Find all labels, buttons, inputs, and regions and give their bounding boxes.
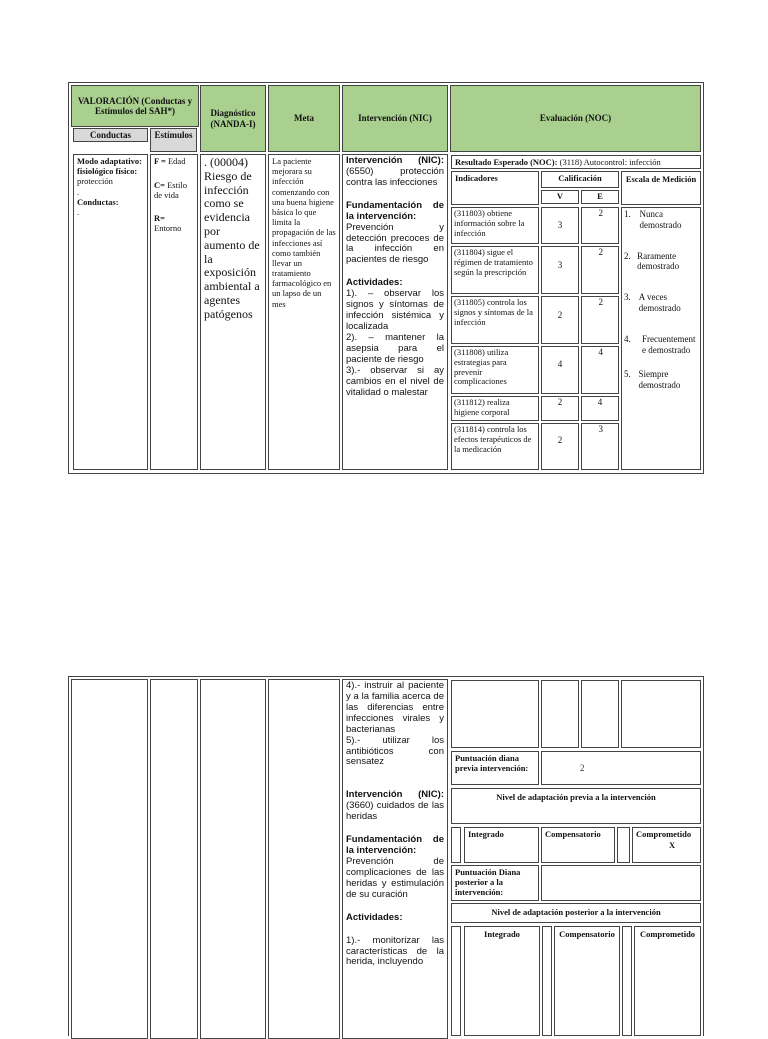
e-value: 3	[598, 424, 603, 434]
e-cell-3	[581, 296, 619, 344]
indicador-text: (311803) obtiene información sobre la infección	[454, 208, 525, 238]
indicador-text: (311804) sigue el régimen de tratamiento según la prescripción	[454, 247, 533, 277]
v-header-text: V	[556, 191, 564, 201]
v-cell-4	[541, 346, 579, 394]
f-label: F =	[154, 156, 166, 166]
escala-header	[621, 171, 701, 205]
e-cell-4	[581, 346, 619, 394]
indicador-text: (311812) realiza higiene corporal	[454, 397, 510, 417]
escala-item-2	[624, 251, 698, 273]
v-value: 4	[557, 359, 563, 369]
resultado-label: Resultado Esperado (NOC):	[455, 157, 558, 167]
actividad-2: 2). – mantener la asepsia para el paciente de riesgo	[346, 331, 444, 365]
puntuacion-previa-value-text: 2	[580, 763, 585, 773]
t2-meta-cell	[268, 679, 340, 1039]
estimulos-header	[150, 128, 197, 152]
c-label: C=	[154, 180, 165, 191]
indicadores-header-text: Indicadores	[455, 173, 498, 183]
v-cell-6	[541, 423, 579, 470]
estimulos-header-text: Estímulos	[154, 130, 193, 140]
escala-item-4	[624, 334, 698, 356]
calificacion-header-text: Calificación	[558, 173, 602, 183]
escala-num: 2.	[624, 250, 631, 261]
escala-text: A veces demostrado	[638, 292, 681, 313]
focal-stimulus	[154, 156, 194, 166]
resultado-value: (3118) Autocontrol: infección	[559, 157, 661, 167]
f-value: Edad	[167, 156, 186, 166]
intervencion-cell	[342, 154, 448, 470]
t2-conductas-cell	[71, 679, 148, 1039]
nic-text: (6550) protección contra las infecciones	[346, 165, 444, 188]
integrado2-text: Integrado	[484, 929, 520, 939]
v-cell-1	[541, 207, 579, 244]
e-value: 2	[598, 208, 603, 218]
conductas-header-text: Conductas	[89, 130, 131, 140]
t2-fundamentacion-text: Prevención de complicaciones de las heridas y estimulación de su curación	[346, 855, 444, 900]
v-value: 2	[557, 397, 563, 407]
puntuacion-previa-label-text: Puntuación diana previa intervención:	[455, 753, 529, 774]
actividades-title: Actividades:	[346, 277, 403, 289]
evaluacion-header	[450, 85, 701, 152]
nivel-posterior-integrado	[464, 926, 540, 1036]
fundamentacion-text: Prevención y detección precoces de la infección en pacientes de riesgo	[346, 221, 444, 266]
conductas-header	[73, 128, 148, 142]
escala-text: Siempre demostrado	[638, 369, 681, 391]
compensatorio-text: Compensatorio	[545, 829, 601, 839]
diagnostico-text: . (00004) Riesgo de infección como se evidencia por aumento de la exposición ambiental a agentes patógenos	[204, 155, 260, 321]
indicadores-header	[451, 171, 539, 205]
t2-empty-e	[581, 680, 619, 748]
nivel-previo-title	[451, 788, 701, 824]
actividad-4: 4).- instruir al paciente y a la familia acerca de las diferencias entre infecciones virales y bacterianas	[346, 680, 444, 735]
puntuacion-previa-value	[541, 751, 701, 785]
diagnostico-header	[200, 85, 266, 152]
nivel-previo-box-a	[451, 827, 461, 863]
escala-num: 3.	[624, 292, 631, 303]
meta-text: La paciente mejorara su infección comenzando con una buena higiene básica lo que limita la propagación de las infecciones así como también llevar un tratamiento farmacológico en un lapso de un mes	[272, 156, 336, 309]
t2-fundamentacion-title: Fundamentación de la intervención:	[346, 834, 444, 857]
calificacion-header	[541, 171, 619, 188]
escala-text: Nunca demostrado	[639, 209, 682, 230]
t2-actividad-1: 1).- monitorizar las características de la herida, incluyendo	[346, 934, 444, 968]
escala-header-text: Escala de Medición	[625, 174, 697, 184]
indicador-text: (311808) utiliza estrategias para prevenir complicaciones	[454, 347, 509, 387]
e-cell-1	[581, 207, 619, 244]
proteccion-text: protección	[77, 176, 113, 187]
nivel-posterior-box-b	[542, 926, 552, 1036]
puntuacion-posterior-label-text: Puntuación Diana posterior a la intervención:	[455, 867, 521, 898]
actividad-5: 5).- utilizar los antibióticos con sensatez	[346, 734, 444, 768]
evaluacion-header-text: Evaluación (NOC)	[539, 113, 612, 124]
diagnostico-cell	[200, 154, 266, 470]
comprometido-text: Comprometido	[636, 829, 692, 839]
escala-num: 4.	[624, 333, 631, 344]
v-header	[541, 190, 579, 204]
estimulos-cell	[150, 154, 198, 470]
e-cell-5	[581, 396, 619, 421]
indicador-text: (311805) controla los signos y síntomas de la infección	[454, 297, 533, 327]
puntuacion-posterior-value	[541, 865, 701, 901]
escala-cell	[621, 207, 701, 470]
meta-cell	[268, 154, 340, 470]
escala-num: 5.	[624, 369, 631, 380]
e-header	[581, 190, 619, 204]
t2-empty-indicador	[451, 680, 539, 748]
indicador-row-2	[451, 246, 539, 294]
v-value: 2	[557, 310, 563, 320]
contextual-stimulus	[154, 180, 194, 200]
escala-text: Raramente demostrado	[637, 250, 680, 272]
puntuacion-previa-label	[451, 751, 539, 785]
t2-estimulos-cell	[150, 679, 198, 1039]
modo-adaptativo: Modo adaptativo: fisiológico físico:	[77, 156, 142, 177]
t2-nic-text: (3660) cuidados de las heridas	[346, 800, 444, 823]
t2-empty-escala	[621, 680, 701, 748]
v-value: 3	[557, 220, 563, 230]
e-value: 2	[598, 297, 603, 307]
t2-actividades-title: Actividades:	[346, 911, 403, 923]
e-value: 4	[597, 397, 603, 407]
e-cell-6	[581, 423, 619, 470]
e-header-text: E	[597, 191, 603, 201]
diagnostico-header-text: Diagnóstico (NANDA-I)	[210, 108, 256, 129]
c-value: Estilo de vida	[154, 180, 187, 201]
nic-title: Intervención (NIC):	[346, 155, 444, 166]
actividad-1: 1). – observar los signos y síntomas de infección sistémica y localizada	[346, 288, 444, 332]
r-label: R=	[154, 212, 165, 223]
v-cell-2	[541, 246, 579, 294]
nivel-posterior-title	[451, 903, 701, 923]
comprometido-mark: X	[669, 840, 676, 850]
puntuacion-posterior-label	[451, 865, 539, 901]
meta-header-text: Meta	[294, 113, 314, 124]
fundamentacion-title: Fundamentación de la intervención:	[346, 199, 444, 222]
r-value: Entorno	[154, 222, 182, 233]
nivel-previo-integrado	[464, 827, 539, 863]
resultado-esperado	[451, 155, 701, 169]
indicador-row-4	[451, 346, 539, 394]
intervencion-header-text: Intervención (NIC)	[358, 113, 432, 124]
v-value: 3	[557, 260, 563, 270]
dot-1: .	[77, 186, 80, 197]
nivel-posterior-comprometido	[634, 926, 701, 1036]
escala-num: 1.	[624, 209, 631, 219]
meta-header	[268, 85, 340, 152]
v-value: 2	[557, 435, 563, 445]
nivel-posterior-box-c	[622, 926, 632, 1036]
actividad-3: 3).- observar si ay cambios en el nivel de vitalidad o malestar	[346, 364, 444, 398]
conductas-cell	[73, 154, 148, 470]
escala-item-5	[624, 369, 698, 391]
conductas-label: Conductas:	[77, 196, 119, 207]
nivel-posterior-title-text: Nivel de adaptación posterior a la intervención	[491, 907, 661, 917]
escala-text: Frecuentemente demostrado	[642, 333, 696, 355]
comprometido2-text: Comprometido	[639, 929, 696, 939]
nivel-previo-compensatorio	[541, 827, 615, 863]
indicador-row-1	[451, 207, 539, 244]
valoracion-header-text: VALORACIÓN (Conductas y Estímulos del SAH*)	[77, 95, 193, 116]
nivel-posterior-box-a	[451, 926, 461, 1036]
t2-diagnostico-cell	[200, 679, 266, 1039]
integrado-text: Integrado	[468, 829, 504, 839]
nivel-previo-title-text: Nivel de adaptación previa a la intervención	[496, 792, 656, 802]
escala-item-1	[624, 209, 698, 231]
nivel-posterior-compensatorio	[554, 926, 620, 1036]
v-cell-3	[541, 296, 579, 344]
intervencion-header	[342, 85, 448, 152]
t2-intervencion-cell	[342, 679, 448, 1039]
indicador-text: (311814) controla los efectos terapéuticos de la medicación	[454, 424, 532, 454]
indicador-row-6	[451, 423, 539, 470]
indicador-row-3	[451, 296, 539, 344]
compensatorio2-text: Compensatorio	[559, 929, 615, 939]
indicador-row-5	[451, 396, 539, 421]
dot-2: .	[77, 206, 80, 217]
t2-nic-title: Intervención (NIC):	[346, 789, 444, 801]
e-cell-2	[581, 246, 619, 294]
e-value: 4	[598, 347, 603, 357]
nivel-previo-box-b	[617, 827, 630, 863]
t2-empty-v	[541, 680, 579, 748]
v-cell-5	[541, 396, 579, 421]
e-value: 2	[598, 247, 603, 257]
nivel-previo-comprometido	[632, 827, 701, 863]
valoracion-header	[71, 85, 199, 127]
escala-item-3	[624, 292, 698, 314]
